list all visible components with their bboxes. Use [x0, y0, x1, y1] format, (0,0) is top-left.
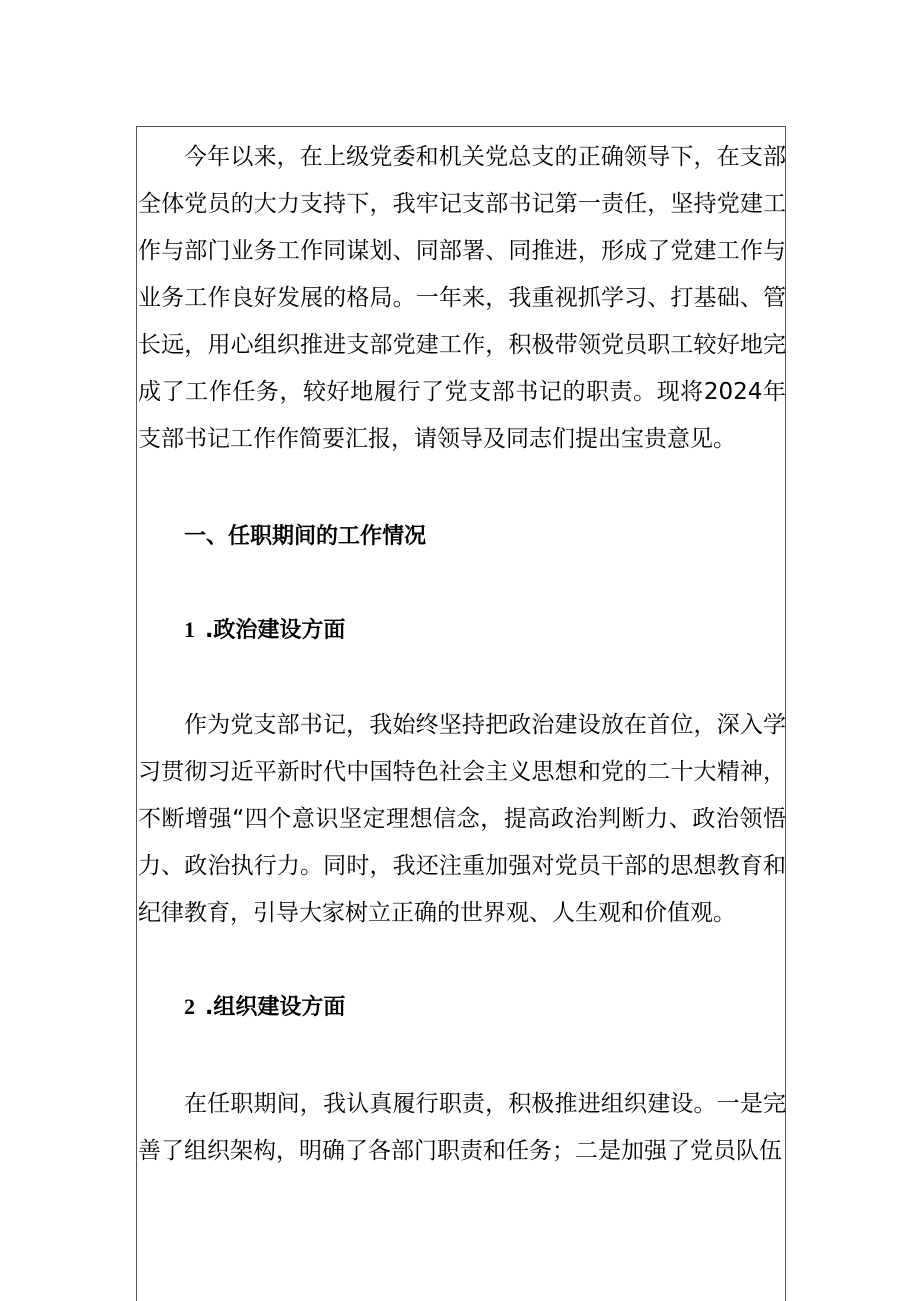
subsection-heading-2 [138, 983, 786, 1031]
subsection-title-2: .组织建设方面 [205, 995, 346, 1020]
subsection-number-1: 1 [184, 617, 195, 642]
spacer [138, 560, 786, 606]
organization-building-paragraph: 在任职期间，我认真履行职责，积极推进组织建设。一是完善了组织架构，明确了各部门职责和任务；二是加强了党员队伍 [138, 1091, 786, 1164]
spacer [138, 937, 786, 983]
subsection-number-2: 2 [184, 994, 195, 1019]
document-body [138, 134, 786, 1175]
subsection-heading-1 [138, 606, 786, 654]
intro-paragraph: 今年以来，在上级党委和机关党总支的正确领导下，在支部全体党员的大力支持下，我牢记支部书记第一责任，坚持党建工作与部门业务工作同谋划、同部署、同推进，形成了党建工作与业务工作良好发展的格局。一年来，我重视抓学习、打基础、管长远，用心组织推进支部党建工作，积极带领党员职工较好地完成了工作任务，较好地履行了党支部书记的职责。现将2024年支部书记工作作简要汇报，请领导及同志们提出宝贵意见。 [138, 144, 786, 452]
political-building-paragraph: 作为党支部书记，我始终坚持把政治建设放在首位，深入学习贯彻习近平新时代中国特色社会主义思想和党的二十大精神，不断增强“四个意识坚定理想信念，提高政治判断力、政治领悟力、政治执行力。同时，我还注重加强对党员干部的思想教育和纪律教育，引导大家树立正确的世界观、人生观和价值观。 [138, 712, 786, 926]
spacer [138, 463, 786, 513]
section-heading-1: 一、任职期间的工作情况 [184, 524, 427, 549]
spacer [138, 1031, 786, 1081]
spacer [138, 654, 786, 702]
subsection-title-1: .政治建设方面 [205, 618, 346, 643]
